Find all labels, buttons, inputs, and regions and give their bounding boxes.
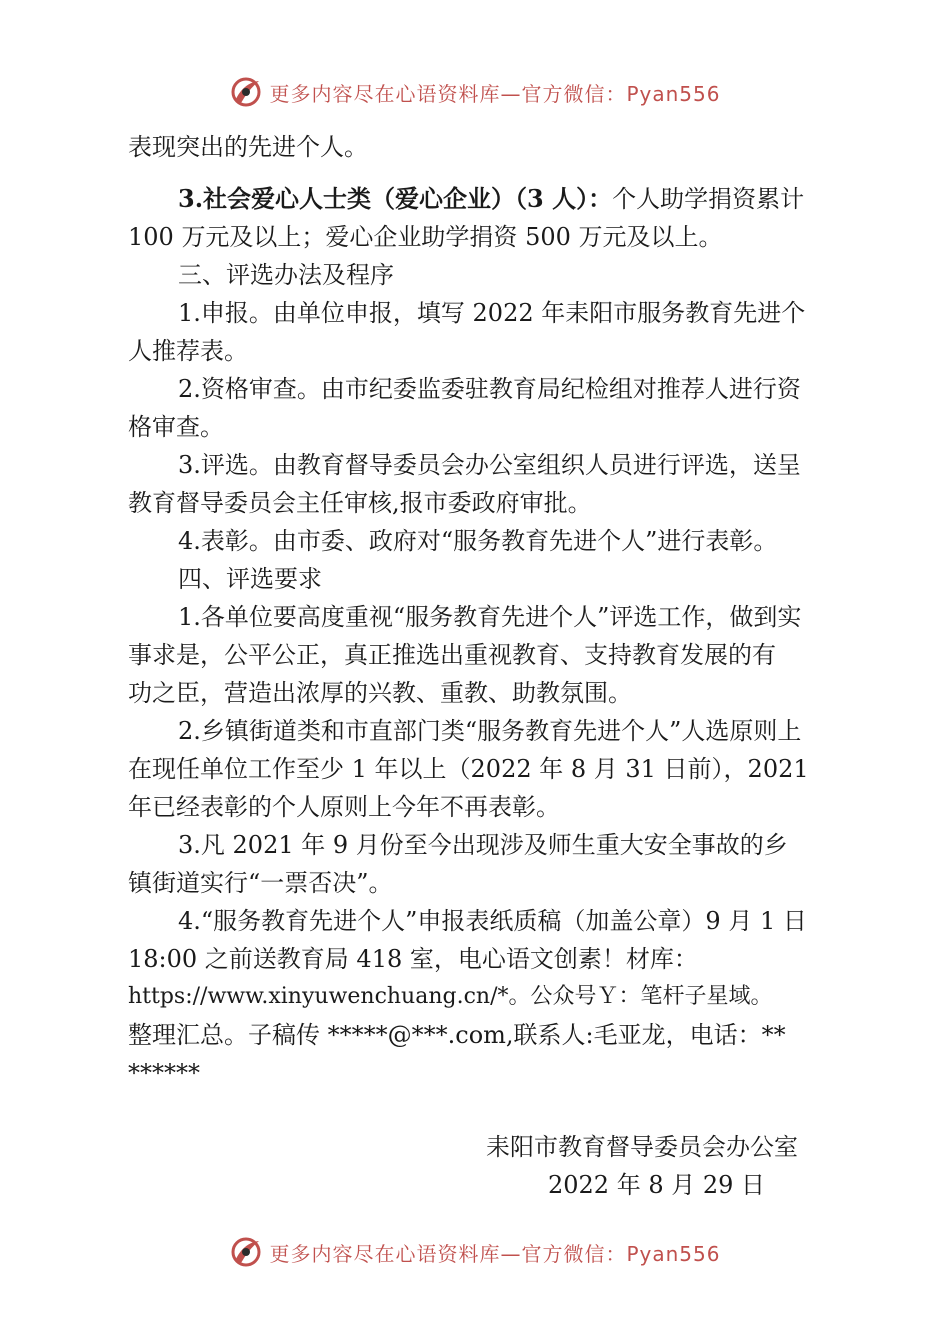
paragraph-line: 4.表彰。由市委、政府对“服务教育先进个人”进行表彰。 (178, 527, 778, 555)
paragraph-line (178, 180, 804, 218)
category-text: 个人助学捐资累计 (612, 185, 805, 213)
section-heading: 四、评选要求 (178, 565, 322, 593)
paragraph-line: 整理汇总。子稿传 *****@***.com,联系人:毛亚龙，电话：** (128, 1021, 786, 1049)
watermark-banner-bottom (0, 1232, 950, 1272)
paragraph-line: 镇街道实行“一票否决”。 (128, 869, 393, 897)
paragraph-line: 2.资格审查。由市纪委监委驻教育局纪检组对推荐人进行资 (178, 375, 801, 403)
watermark-text: 更多内容尽在心语资料库—官方微信：Pyan556 (269, 81, 721, 106)
paragraph-line: https://www.xinyuwenchuang.cn/*。公众号Ｙ：笔杆子星域。 (128, 984, 773, 1009)
paragraph-line: 100 万元及以上；爱心企业助学捐资 500 万元及以上。 (128, 223, 723, 251)
signature-date: 2022 年 8 月 29 日 (548, 1171, 766, 1199)
paragraph-line: 功之臣，营造出浓厚的兴教、重教、助教氛围。 (128, 679, 632, 707)
paragraph-line: ****** (128, 1059, 200, 1087)
paragraph-line: 2.乡镇街道类和市直部门类“服务教育先进个人”人选原则上 (178, 717, 802, 745)
signature-org: 耒阳市教育督导委员会办公室 (486, 1133, 798, 1161)
category-title: 3.社会爱心人士类（爱心企业）（3 人）： (178, 184, 613, 213)
paragraph-line: 事求是，公平公正，真正推选出重视教育、支持教育发展的有 (128, 641, 776, 669)
watermark-banner-top (0, 72, 950, 112)
paragraph-line: 1.各单位要高度重视“服务教育先进个人”评选工作，做到实 (178, 603, 802, 631)
paragraph-line: 在现任单位工作至少 1 年以上（2022 年 8 月 31 日前），2021 (128, 755, 809, 783)
watermark-text: 更多内容尽在心语资料库—官方微信：Pyan556 (269, 1241, 721, 1266)
paragraph-line: 格审查。 (128, 413, 224, 441)
paragraph-line: 18:00 之前送教育局 418 室，电心语文创素！材库： (128, 945, 698, 973)
paragraph-line: 教育督导委员会主任审核,报市委政府审批。 (128, 489, 592, 517)
section-heading: 三、评选办法及程序 (178, 261, 394, 289)
paragraph-line: 3.凡 2021 年 9 月份至今出现涉及师生重大安全事故的乡 (178, 831, 788, 859)
paragraph-line: 人推荐表。 (128, 337, 248, 365)
paragraph-line: 年已经表彰的个人原则上今年不再表彰。 (128, 793, 560, 821)
paragraph-line: 表现突出的先进个人。 (128, 133, 368, 161)
paragraph-line: 4.“服务教育先进个人”申报表纸质稿（加盖公章）9 月 1 日 (178, 907, 807, 935)
red-swirl-logo-icon (229, 1235, 263, 1269)
paragraph-line: 1.申报。由单位申报，填写 2022 年耒阳市服务教育先进个 (178, 299, 806, 327)
paragraph-line: 3.评选。由教育督导委员会办公室组织人员进行评选，送呈 (178, 451, 801, 479)
red-swirl-logo-icon (229, 75, 263, 109)
